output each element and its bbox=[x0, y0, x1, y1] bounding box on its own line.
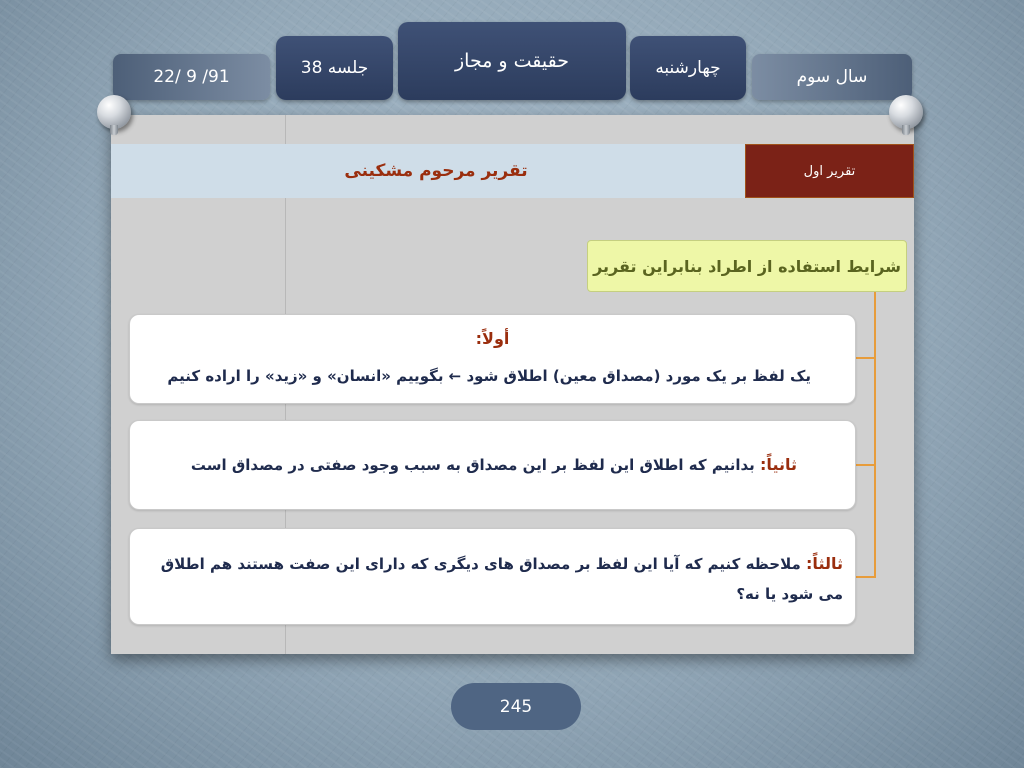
condition-3-text: ملاحظه کنیم که آیا این لفظ بر مصداق های دیگری که دارای این صفت هستند هم اطلاق می شود یا نه؟ bbox=[160, 555, 843, 603]
page-number-badge bbox=[451, 683, 581, 730]
day-tab bbox=[630, 36, 746, 100]
left-pin-icon bbox=[97, 95, 131, 129]
page-number: 245 bbox=[499, 696, 533, 717]
condition-2-label: ثانیاً: bbox=[760, 455, 797, 474]
year-label: سال سوم bbox=[796, 67, 868, 87]
right-pin-icon bbox=[889, 95, 923, 129]
conditions-title: شرایط استفاده از اطراد بنابراین تقریر bbox=[593, 256, 901, 276]
conditions-title-box bbox=[587, 240, 907, 292]
condition-2-text: بدانیم که اطلاق این لفظ بر این مصداق به سبب وجود صفتی در مصداق است bbox=[190, 456, 755, 474]
session-tab bbox=[276, 36, 393, 100]
section-heading bbox=[286, 144, 586, 198]
year-tab bbox=[752, 54, 912, 100]
topic-tab bbox=[398, 22, 626, 100]
condition-3-label: ثالثاً: bbox=[806, 554, 843, 573]
condition-1-label: أولاً: bbox=[475, 329, 510, 348]
condition-item-2 bbox=[129, 420, 856, 510]
date-label: 22/ 9 /91 bbox=[153, 67, 230, 87]
topic-label: حقیقت و مجاز bbox=[454, 50, 570, 72]
connector-branch-1 bbox=[856, 357, 876, 359]
connector-branch-2 bbox=[856, 464, 876, 466]
condition-item-1 bbox=[129, 314, 856, 404]
first-version-label: تقریر اول bbox=[803, 163, 856, 179]
section-heading-text: تقریر مرحوم مشکینی bbox=[344, 161, 528, 181]
first-version-tab bbox=[745, 144, 914, 198]
condition-1-text: یک لفظ بر یک مورد (مصداق معین) اطلاق شود ← بگوییم «انسان» و «زید» را اراده کنیم bbox=[167, 367, 811, 385]
date-tab bbox=[113, 54, 270, 100]
condition-item-3 bbox=[129, 528, 856, 625]
session-label: جلسه 38 bbox=[300, 58, 369, 78]
connector-vertical bbox=[874, 292, 876, 577]
day-label: چهارشنبه bbox=[655, 58, 721, 78]
connector-branch-3 bbox=[856, 576, 876, 578]
